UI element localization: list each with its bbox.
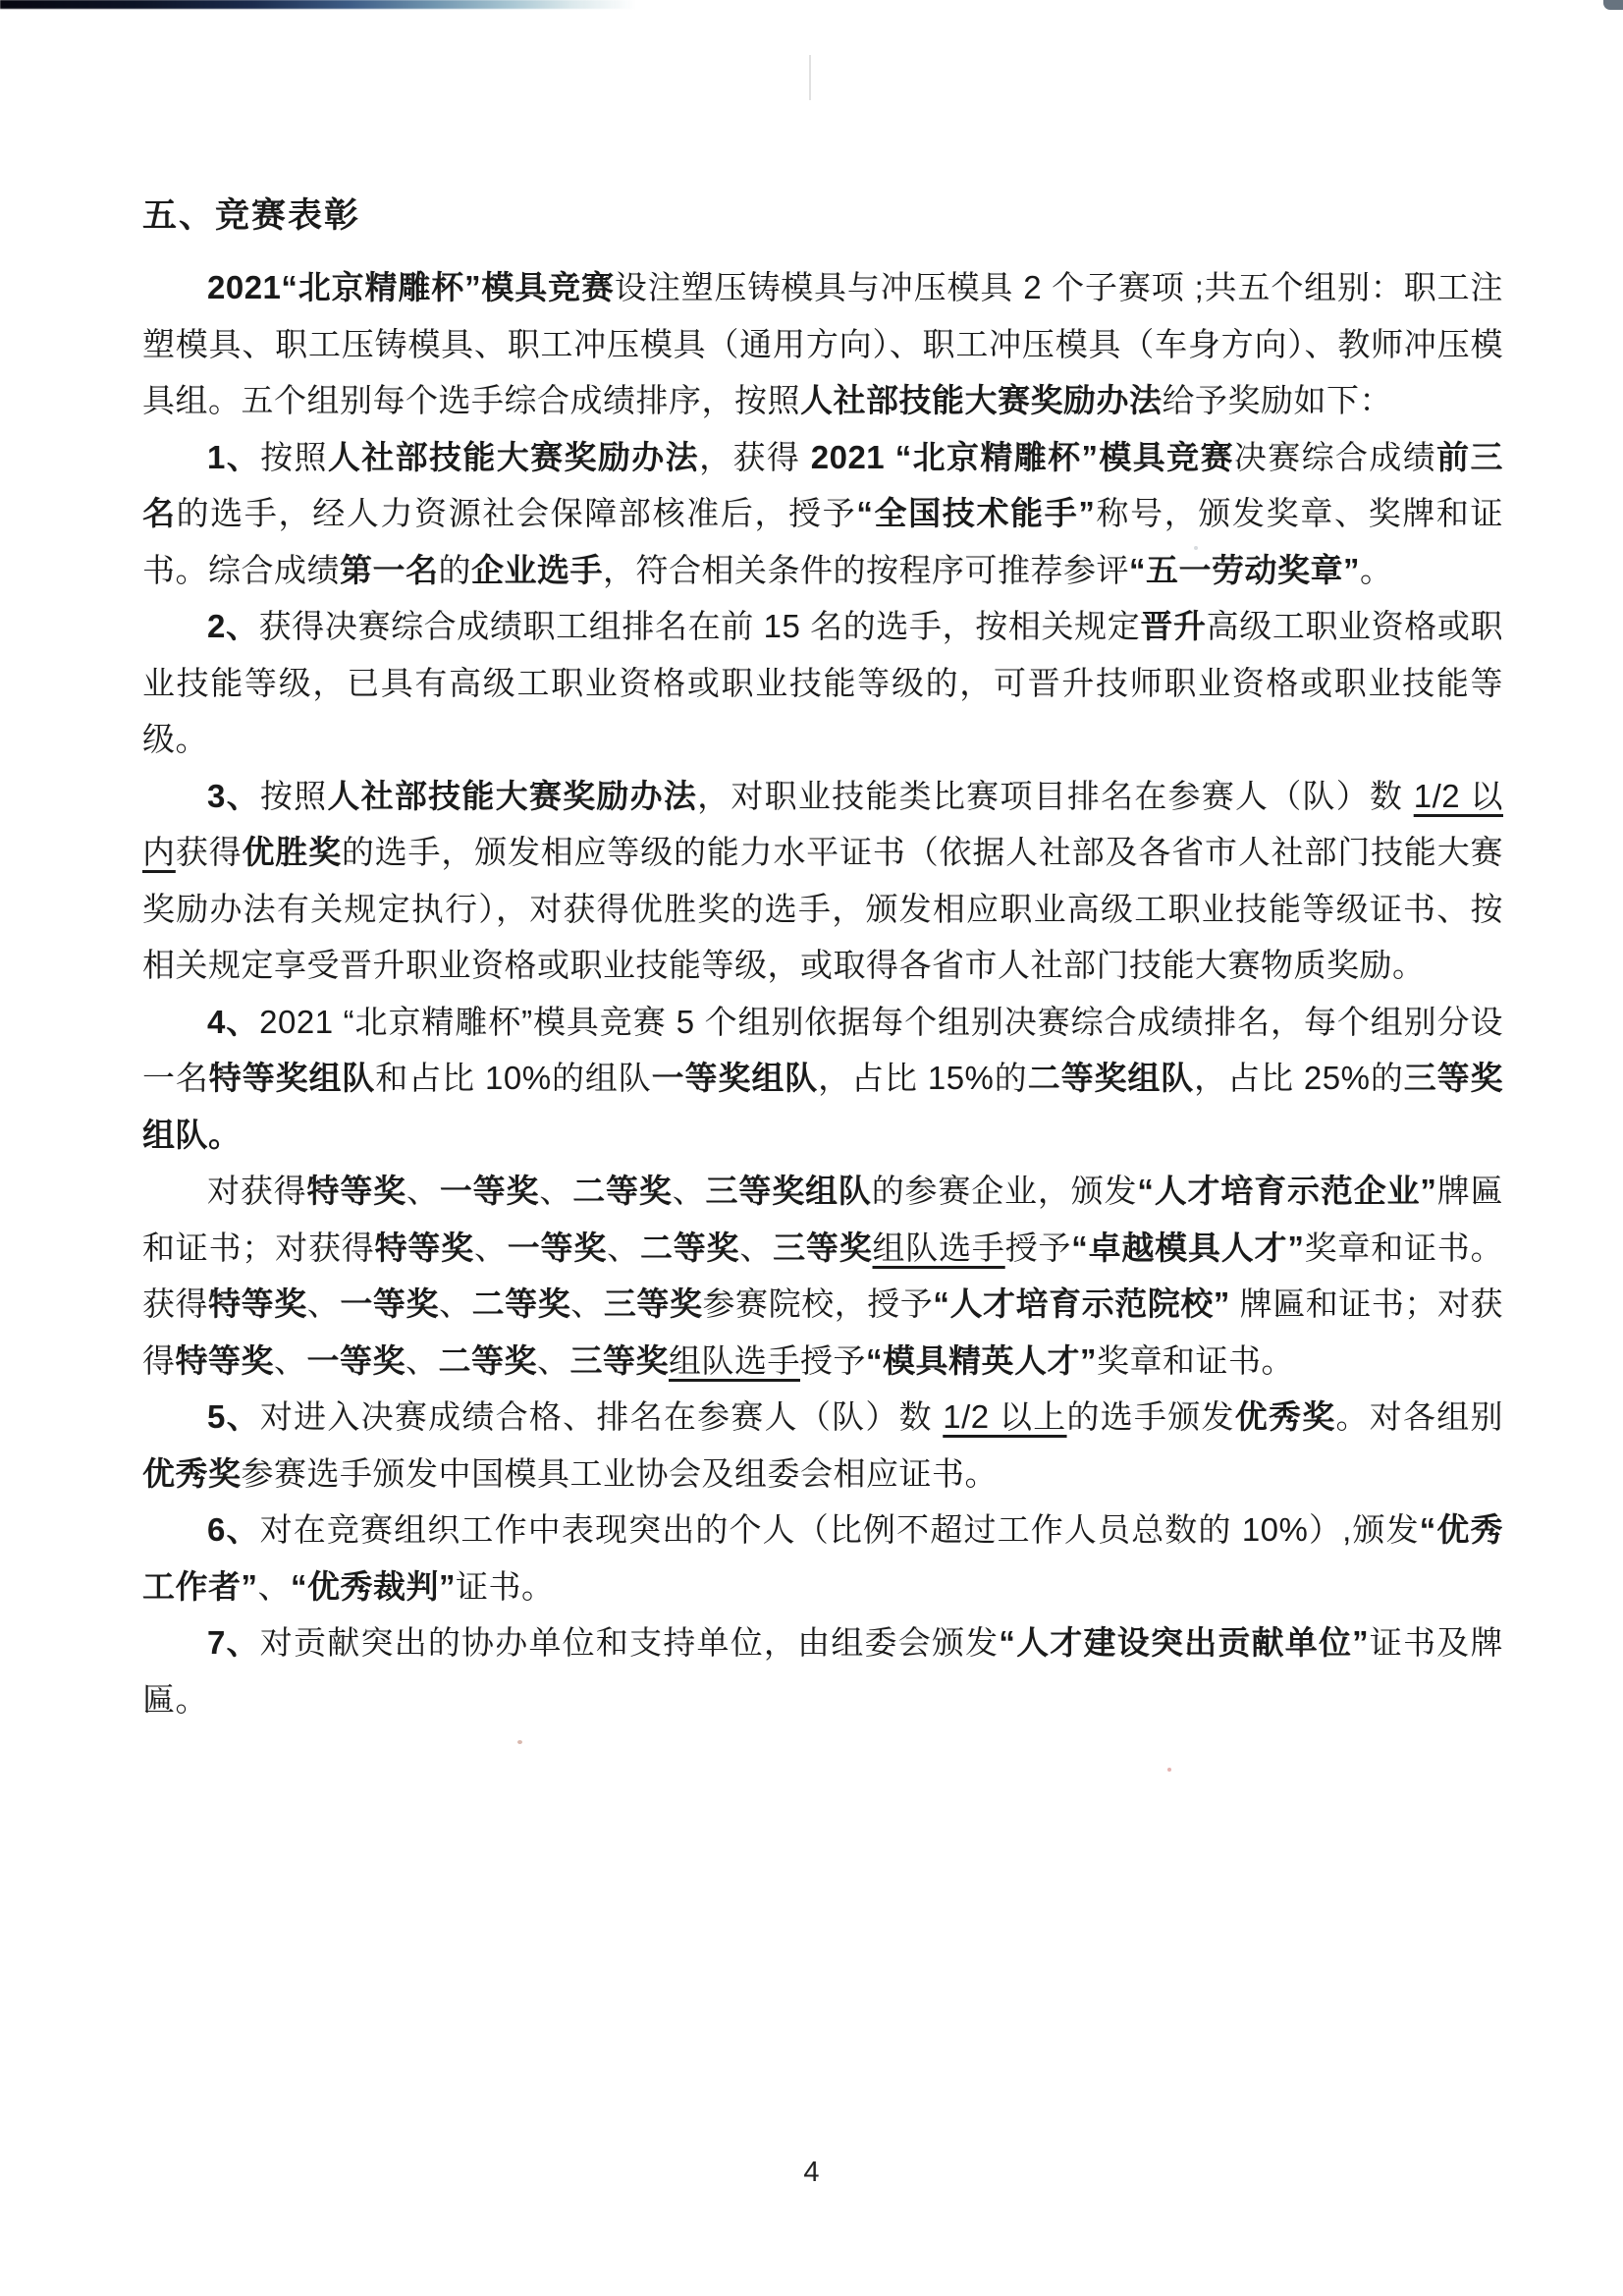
text-run: 一等奖 <box>507 1229 608 1266</box>
text-run: 2021 “北京精雕杯”模具竞赛 <box>810 438 1234 475</box>
text-run: 、 <box>473 1229 508 1266</box>
text-run: 给予奖励如下： <box>1162 382 1392 418</box>
text-run: ，占比 25%的 <box>1194 1060 1404 1096</box>
text-run: 决赛综合成绩 <box>1233 438 1437 475</box>
text-run: 和占比 10%的组队 <box>375 1060 652 1096</box>
text-run: 特等奖 <box>208 1285 307 1322</box>
text-run: 授予 <box>1004 1229 1072 1266</box>
paragraph <box>142 598 1503 768</box>
text-run: 参赛选手颁发中国模具工业协会及组委会相应证书。 <box>241 1454 998 1492</box>
text-run: 的 <box>438 551 471 588</box>
text-run: 的选手颁发 <box>1066 1398 1235 1435</box>
text-run: 人社部技能大赛奖励办法 <box>800 382 1163 418</box>
text-run: 1/2 以内 <box>142 777 1504 870</box>
text-run: 特等奖组队 <box>208 1060 376 1096</box>
text-run: 证书。 <box>456 1567 555 1605</box>
page-number: 4 <box>803 2157 820 2188</box>
text-run: 、 <box>406 1341 439 1379</box>
text-run: 、 <box>570 1285 604 1322</box>
text-run: 三等奖 <box>569 1341 669 1379</box>
text-run: 称号，颁发奖章、奖牌和证书。综合成绩 <box>142 495 1504 588</box>
text-run: 三等奖 <box>773 1229 873 1266</box>
text-run: 2021“北京精雕杯”模具竞赛 <box>207 269 615 305</box>
text-run: “人才培育示范企业” <box>1137 1173 1437 1209</box>
text-run: 奖章和证书。获得 <box>142 1229 1504 1322</box>
text-run: 1/2 以上 <box>943 1398 1067 1435</box>
text-run: 一等奖 <box>340 1285 440 1322</box>
text-run: 高级工职业资格或职业技能等级，已具有高级工职业资格或职业技能等级的，可晋升技师职业资格或职业技能等级。 <box>142 608 1504 757</box>
text-run: 三等奖 <box>603 1285 703 1322</box>
text-run: 二等奖 <box>639 1229 740 1266</box>
text-run: 参赛院校，授予 <box>702 1285 934 1322</box>
paragraph <box>142 1389 1503 1502</box>
text-run: ，对职业技能类比赛项目排名在参赛人（队）数 <box>697 777 1414 814</box>
text-run: 4、 <box>207 1003 260 1040</box>
text-run: 获得 <box>175 834 243 870</box>
text-run: 按照 <box>259 777 328 814</box>
scan-artifact-speck <box>1167 1768 1171 1772</box>
paragraph <box>142 1163 1503 1389</box>
paragraph <box>142 1502 1503 1614</box>
text-run: 、 <box>306 1285 341 1322</box>
text-run: 晋升 <box>1140 608 1207 644</box>
text-run: 二等奖 <box>438 1341 537 1379</box>
text-run: 二等奖 <box>572 1173 673 1209</box>
text-run: 按照 <box>260 438 328 475</box>
text-run: 三等奖组队。 <box>142 1060 1504 1153</box>
paragraph <box>142 1614 1503 1727</box>
text-run: “五一劳动奖章” <box>1129 551 1360 588</box>
paragraph <box>142 768 1503 994</box>
text-run: 优秀奖 <box>142 1454 242 1492</box>
paragraph <box>142 994 1503 1164</box>
text-run: 、 <box>274 1341 307 1379</box>
text-run: ，获得 <box>699 438 811 475</box>
text-run: 奖章和证书。 <box>1097 1341 1294 1379</box>
text-run: 人社部技能大赛奖励办法 <box>327 438 700 475</box>
scan-artifact-speck <box>517 1740 522 1744</box>
text-run: 特等奖 <box>306 1173 406 1209</box>
text-run: 组队选手 <box>669 1341 800 1379</box>
text-run: 的选手，经人力资源社会保障部核准后，授予 <box>176 495 857 531</box>
text-run: 、 <box>257 1567 291 1605</box>
text-run: 对进入决赛成绩合格、排名在参赛人（队）数 <box>259 1398 944 1435</box>
text-run: 授予 <box>800 1341 866 1379</box>
text-run: 牌匾和证书；对获得 <box>142 1173 1504 1266</box>
text-run: 、 <box>406 1173 440 1209</box>
scan-artifact-top-band <box>0 0 636 9</box>
text-run: “卓越模具人才” <box>1071 1229 1305 1266</box>
text-run: 、 <box>439 1285 472 1322</box>
scan-artifact-corner-mark <box>1603 0 1623 10</box>
text-run: 。 <box>1360 551 1393 588</box>
text-run: ，符合相关条件的按程序可推荐参评 <box>603 551 1129 588</box>
text-run: 前三名 <box>142 438 1504 531</box>
text-run: 一等奖 <box>439 1173 540 1209</box>
text-run: “优秀工作者” <box>142 1511 1504 1605</box>
text-run: 第一名 <box>340 551 439 588</box>
text-run: 1、 <box>207 438 261 475</box>
text-run: “全国技术能手” <box>856 495 1096 531</box>
text-run: 三等奖组队 <box>705 1173 872 1209</box>
text-run: 。对各组别 <box>1335 1398 1504 1435</box>
text-run: 二等奖 <box>471 1285 571 1322</box>
text-run: ，占比 15%的 <box>818 1060 1028 1096</box>
text-run: 的参赛企业，颁发 <box>871 1173 1138 1209</box>
scan-artifact-scratch <box>809 55 811 100</box>
text-run: 一等奖组队 <box>651 1060 819 1096</box>
text-run: 牌匾和证书；对获得 <box>142 1285 1504 1379</box>
text-run: 组队选手 <box>872 1229 1005 1266</box>
text-run: 优胜奖 <box>242 834 342 870</box>
text-run: 特等奖 <box>374 1229 474 1266</box>
text-run: 设注塑压铸模具与冲压模具 2 个子赛项 ;共五个组别：职工注塑模具、职工压铸模具、职工冲压模具（通用方向）、职工冲压模具（车身方向）、教师冲压模具组。五个组别每个选手综合成绩排序，按照 <box>142 269 1503 418</box>
text-run: 对在竞赛组织工作中表现突出的个人（比例不超过工作人员总数的 10%）,颁发 <box>259 1511 1420 1548</box>
text-run: 优秀奖 <box>1234 1398 1336 1435</box>
text-run: 、 <box>537 1341 570 1379</box>
text-run: 3、 <box>207 777 260 814</box>
text-run: “人才培育示范院校” <box>933 1285 1230 1322</box>
text-run: 、 <box>539 1173 573 1209</box>
text-run: 人社部技能大赛奖励办法 <box>327 777 698 814</box>
section-heading: 五、竞赛表彰 <box>142 196 361 235</box>
paragraph <box>142 429 1503 599</box>
text-run: 2021 “北京精雕杯”模具竞赛 5 个组别依据每个组别决赛综合成绩排名，每个组别分设一名 <box>142 1003 1503 1096</box>
text-run: 企业选手 <box>471 551 603 588</box>
text-run: “人才建设突出贡献单位” <box>999 1624 1370 1661</box>
text-run: 、 <box>672 1173 706 1209</box>
text-run: 6、 <box>207 1511 260 1548</box>
text-run: 特等奖 <box>175 1341 274 1379</box>
text-run: 对贡献突出的协办单位和支持单位，由组委会颁发 <box>259 1624 1000 1661</box>
text-run: 的选手，颁发相应等级的能力水平证书（依据人社部及各省市人社部门技能大赛奖励办法有关规定执行），对获得优胜奖的选手，颁发相应职业高级工职业技能等级证书、按相关规定享受晋升职业资格或职业技能等级，或取得各省市人社部门技能大赛物质奖励。 <box>142 834 1503 983</box>
document-body <box>142 189 1503 1727</box>
text-run: 2、 <box>207 608 259 644</box>
text-run: 二等奖组队 <box>1027 1060 1195 1096</box>
text-run: 一等奖 <box>306 1341 406 1379</box>
text-run: 、 <box>607 1229 640 1266</box>
text-run: 获得决赛综合成绩职工组排名在前 15 名的选手，按相关规定 <box>258 608 1141 644</box>
text-run: 5、 <box>207 1398 260 1435</box>
text-run: 对获得 <box>207 1173 307 1209</box>
text-run: “模具精英人才” <box>866 1341 1097 1379</box>
paragraph <box>142 259 1503 429</box>
text-run: “优秀裁判” <box>291 1567 456 1605</box>
text-run: 7、 <box>207 1624 260 1661</box>
text-run: 、 <box>739 1229 774 1266</box>
text-run: 证书及牌匾。 <box>142 1624 1504 1718</box>
